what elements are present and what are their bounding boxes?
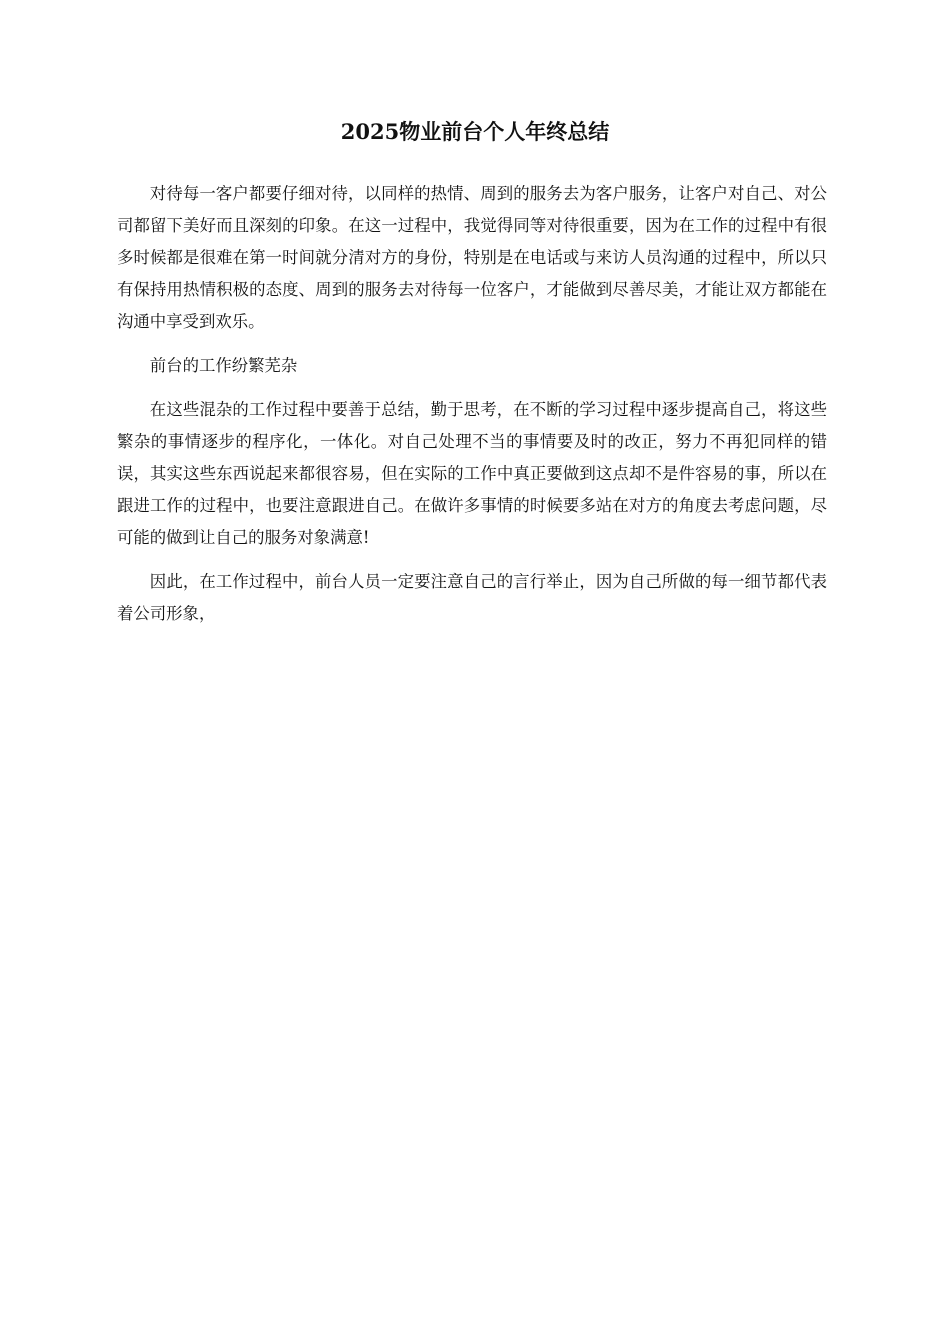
paragraph: 在这些混杂的工作过程中要善于总结，勤于思考，在不断的学习过程中逐步提高自己，将这些繁杂的事情逐步的程序化，一体化。对自己处理不当的事情要及时的改正，努力不再犯同样的错误，其实这些东西说起来都很容易，但在实际的工作中真正要做到这点却不是件容易的事，所以在跟进工作的过程中，也要注意跟进自己。在做许多事情的时候要多站在对方的角度去考虑问题，尽可能的做到让自己的服务对象满意! xyxy=(117,400,827,547)
paragraph: 前台的工作纷繁芜杂 xyxy=(149,356,298,375)
paragraph: 因此，在工作过程中，前台人员一定要注意自己的言行举止，因为自己所做的每一细节都代表着公司形象， xyxy=(117,572,827,623)
document-title: 2025物业前台个人年终总结 xyxy=(340,119,610,144)
paragraph: 对待每一客户都要仔细对待，以同样的热情、周到的服务去为客户服务，让客户对自己、对公司都留下美好而且深刻的印象。在这一过程中，我觉得同等对待很重要，因为在工作的过程中有很多时候都是很难在第一时间就分清对方的身份，特别是在电话或与来访人员沟通的过程中，所以只有保持用热情积极的态度、周到的服务去对待每一位客户，才能做到尽善尽美，才能让双方都能在沟通中享受到欢乐。 xyxy=(117,184,827,331)
document-body xyxy=(117,178,827,642)
